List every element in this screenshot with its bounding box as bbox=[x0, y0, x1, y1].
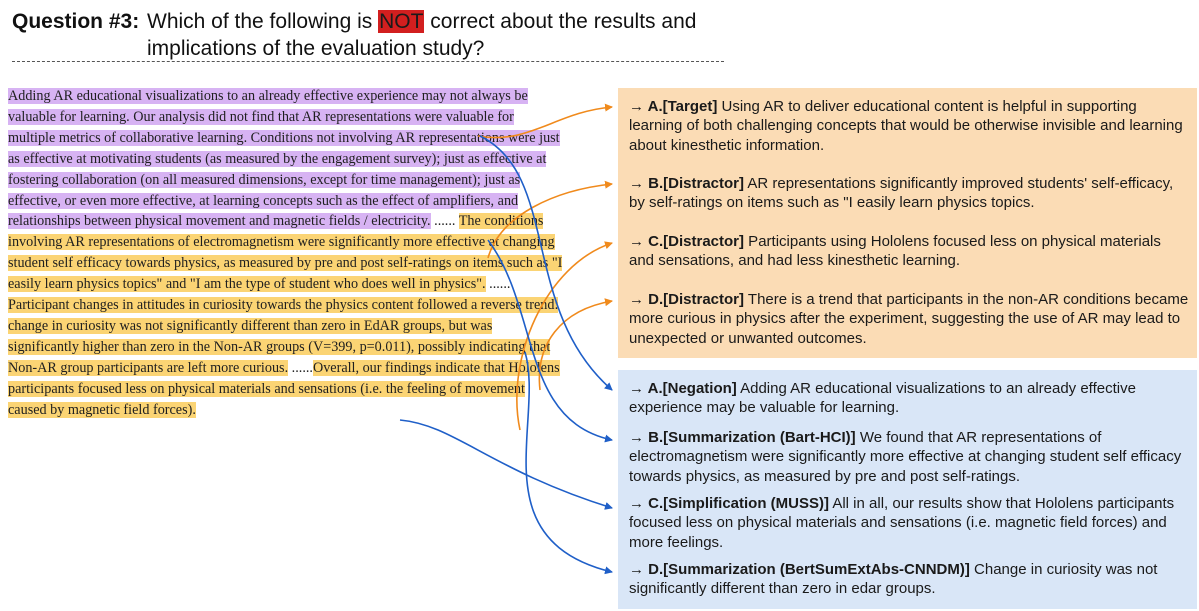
option-label: → C.[Distractor] bbox=[629, 233, 745, 250]
question-text-after: correct about the results and implications of the evaluation study? bbox=[147, 10, 697, 60]
blue-arrow-a bbox=[480, 136, 612, 390]
option-text: Change in curiosity was not significantly different than zero in edar groups. bbox=[629, 561, 1158, 598]
option-label: → A.[Negation] bbox=[629, 380, 737, 397]
option-label: → A.[Target] bbox=[629, 98, 718, 115]
option-text: AR representations significantly improved students' self-efficacy, by self-ratings on items such as "I easily learn physics topics. bbox=[629, 175, 1174, 212]
orange-arrow-a bbox=[478, 107, 612, 138]
option-text: All in all, our results show that Hololens participants focused less on physical materials and sensations (i.e. magnetic field forces) and more feelings. bbox=[629, 495, 1175, 551]
option-text: We found that AR representations of electromagnetism were significantly more effective at changing student self efficacy towards physics, as measured by pre and post self-ratings. bbox=[629, 429, 1182, 485]
option-label: → D.[Summarization (BertSumExtAbs-CNNDM)] bbox=[629, 561, 970, 578]
option-text: There is a trend that participants in the non-AR conditions became more curious in physics after the experiment, suggesting the use of AR may lead to unexpected or unwanted outcomes. bbox=[629, 291, 1189, 347]
passage-highlight-yellow: Participant changes in attitudes in curiosity towards the physics content followed a reverse trend: change in curiosity was not significantly different than zero in EdAR groups, but was significantly higher than zero in the Non-AR groups (V=399, p=0.011), possibly indicating that Non-AR group participants are left more curious. bbox=[8, 297, 559, 376]
negation-word: NOT bbox=[379, 10, 424, 33]
passage-highlight-yellow: The conditions involving AR representations of electromagnetism were significantly more effective at changing student self efficacy towards physics, as measured by pre and post self-ratings on items such as "I easily learn physics topics" and "I am the type of student who does well in physics". bbox=[8, 213, 563, 293]
orange-arrow-b bbox=[488, 184, 612, 258]
question-label: Question #3: bbox=[12, 10, 140, 33]
option-label: → B.[Summarization (Bart-HCI)] bbox=[629, 429, 856, 446]
passage-ellipsis: ...... bbox=[485, 276, 511, 293]
option-label: → B.[Distractor] bbox=[629, 175, 745, 192]
passage-highlight-yellow: Overall, our findings indicate that Hololens participants focused less on physical materials and sensations (i.e. the feeling of movement caused by magnetic field forces). bbox=[8, 359, 560, 418]
passage-ellipsis: ...... bbox=[288, 359, 313, 376]
blue-arrow-c bbox=[400, 420, 612, 508]
option-text: Using AR to deliver educational content is helpful in supporting learning of both challenging concepts that would be otherwise invisible and learning about kinesthetic information. bbox=[629, 98, 1183, 154]
blue-arrow-d bbox=[525, 352, 612, 572]
option-label: → D.[Distractor] bbox=[629, 291, 745, 308]
question-text-before: Which of the following is bbox=[147, 10, 379, 33]
orange-arrow-c bbox=[517, 243, 612, 430]
option-text: Participants using Hololens focused less on physical materials and sensations, and had less kinesthetic learning. bbox=[629, 233, 1161, 270]
option-text: Adding AR educational visualizations to an already effective experience may be valuable for learning. bbox=[629, 380, 1136, 417]
passage-ellipsis: ...... bbox=[430, 213, 459, 230]
option-label: → C.[Simplification (MUSS)] bbox=[629, 495, 829, 512]
passage-highlight-purple: Adding AR educational visualizations to an already effective experience may not always be valuable for learning. Our analysis did not find that AR representations were valuable for multiple metrics of collaborative learning. Conditions not involving AR representations were just as effective at motivating students (as measured by the engagement survey); just as effective at fostering collaboration (on all measured dimensions, except for time management); just as effective, or even more effective, at learning concepts such as the effect of amplifiers, and relationships between physical movement and magnetic fields / electricity. bbox=[8, 88, 560, 230]
